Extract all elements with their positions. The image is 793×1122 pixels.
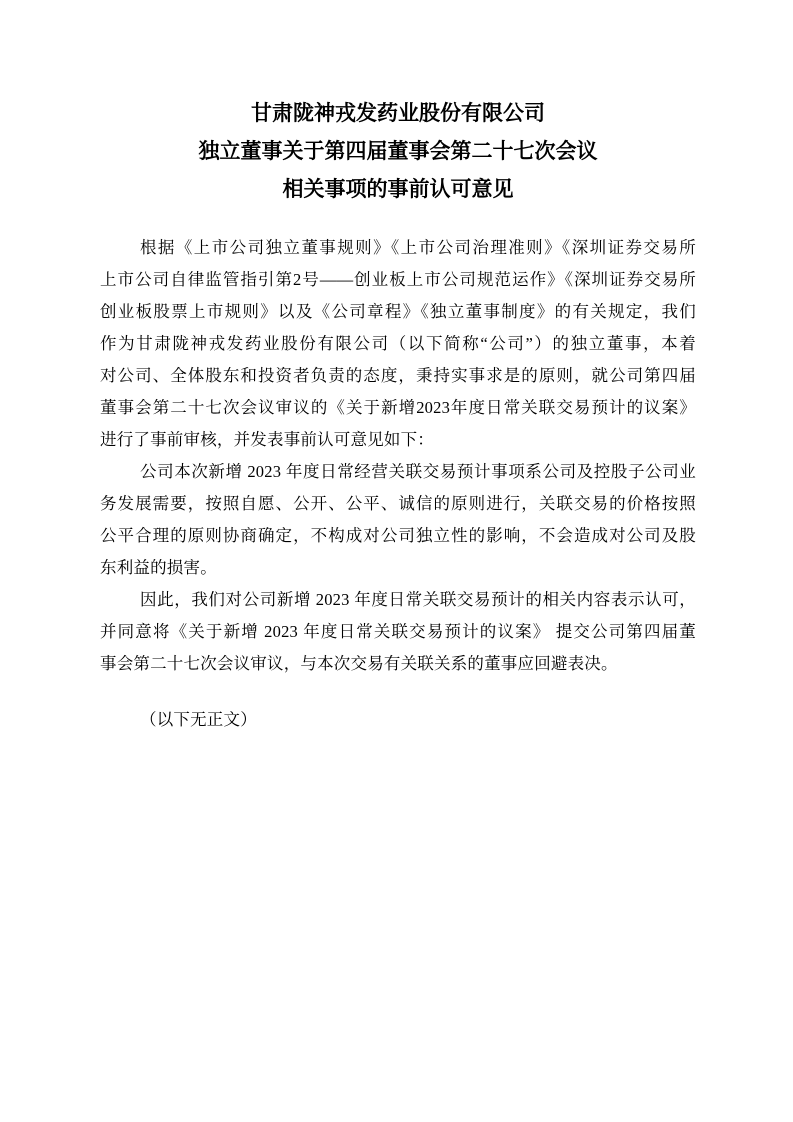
paragraph-1-line-7: 进行了事前审核，并发表事前认可意见如下： [100, 430, 434, 449]
document-body [100, 232, 696, 736]
paragraph-4 [100, 704, 696, 736]
paragraph-3-line-3: 事会第二十七次会议审议，与本次交易有关联关系的董事应回避表决。 [100, 654, 618, 673]
title-line-opinion: 相关事项的事前认可意见 [282, 177, 514, 201]
paragraph-3-line-1: 因此，我们对公司新增 2023 年度日常关联交易预计的相关内容表示认可， [140, 590, 696, 609]
paragraph-3-line-2: 并同意将《关于新增 2023 年度日常关联交易预计的议案》 提交公司第四届董 [100, 622, 696, 641]
paragraph-1-line-4: 作为甘肃陇神戎发药业股份有限公司（以下简称“公司”）的独立董事，本着 [100, 334, 696, 353]
document-title [100, 94, 696, 208]
paragraph-1-line-3: 创业板股票上市规则》以及《公司章程》《独立董事制度》的有关规定，我们 [100, 302, 696, 321]
paragraph-1 [100, 232, 696, 456]
title-line-company: 甘肃陇神戎发药业股份有限公司 [251, 101, 545, 125]
paragraph-1-line-2: 上市公司自律监管指引第2号——创业板上市公司规范运作》《深圳证券交易所 [100, 270, 696, 289]
paragraph-1-line-5: 对公司、全体股东和投资者负责的态度，秉持实事求是的原则，就公司第四届 [100, 366, 696, 385]
title-line-subject: 独立董事关于第四届董事会第二十七次会议 [198, 139, 598, 163]
paragraph-1-line-6: 董事会第二十七次会议审议的《关于新增2023年度日常关联交易预计的议案》 [100, 398, 696, 417]
paragraph-2 [100, 456, 696, 584]
paragraph-2-line-1: 公司本次新增 2023 年度日常经营关联交易预计事项系公司及控股子公司业 [140, 462, 696, 481]
paragraph-3 [100, 584, 696, 680]
paragraph-4-line-1: （以下无正文） [140, 710, 257, 729]
paragraph-2-line-4: 东利益的损害。 [100, 558, 217, 577]
paragraph-1-line-1: 根据《上市公司独立董事规则》《上市公司治理准则》《深圳证券交易所 [140, 238, 696, 257]
paragraph-2-line-3: 公平合理的原则协商确定，不构成对公司独立性的影响，不会造成对公司及股 [100, 526, 696, 545]
paragraph-2-line-2: 务发展需要，按照自愿、公开、公平、诚信的原则进行，关联交易的价格按照 [100, 494, 696, 513]
